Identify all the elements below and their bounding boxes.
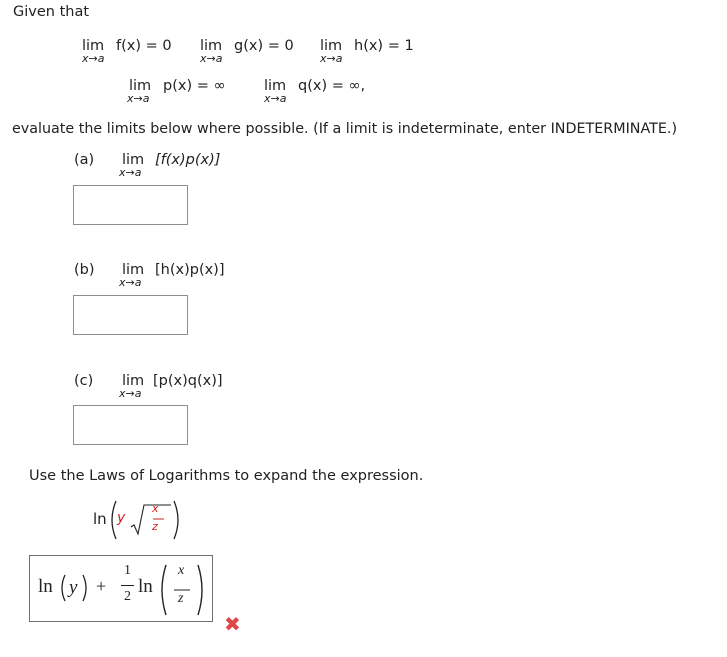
log-answer-field[interactable] <box>29 555 213 622</box>
limit-g-value: g(x) = 0 <box>234 38 294 54</box>
lim-subscript: x→a <box>264 92 287 105</box>
limit-f-value: f(x) = 0 <box>116 38 172 54</box>
limit-q-value: q(x) = ∞, <box>298 78 366 94</box>
given-label: Given that <box>13 4 90 20</box>
response-fraction-denominator: 2 <box>124 589 131 604</box>
lim-word: lim <box>122 152 145 168</box>
response-fraction-bar <box>121 585 134 586</box>
lim-word: lim <box>264 78 287 94</box>
response-y: y <box>69 577 78 598</box>
x-mark-icon: ✖ <box>224 612 241 636</box>
lim-subscript: x→a <box>200 52 223 65</box>
expression-y: y <box>117 510 126 526</box>
response-z: z <box>178 591 184 606</box>
lim-word: lim <box>122 373 145 389</box>
lim-subscript: x→a <box>320 52 343 65</box>
response-ln-1: ln <box>38 576 53 597</box>
limit-h-value: h(x) = 1 <box>354 38 414 54</box>
lim-subscript: x→a <box>119 387 142 400</box>
lim-subscript: x→a <box>119 166 142 179</box>
response-fraction-numerator: 1 <box>124 563 131 578</box>
lim-subscript: x→a <box>82 52 105 65</box>
part-b-expression: [h(x)p(x)] <box>155 262 225 278</box>
lim-word: lim <box>129 78 152 94</box>
response-ln-2: ln <box>138 576 153 597</box>
part-b-answer-input[interactable] <box>73 295 188 335</box>
lim-word: lim <box>200 38 223 54</box>
part-a-expression: [f(x)p(x)] <box>155 152 221 168</box>
part-a-answer-input[interactable] <box>73 185 188 225</box>
expression-x: x <box>152 502 159 515</box>
lim-word: lim <box>320 38 343 54</box>
log-prompt: Use the Laws of Logarithms to expand the expression. <box>29 468 424 484</box>
expression-z: z <box>152 520 158 533</box>
part-c-label: (c) <box>74 373 94 389</box>
part-a-label: (a) <box>74 152 95 168</box>
part-c-answer-input[interactable] <box>73 405 188 445</box>
lim-word: lim <box>82 38 105 54</box>
part-c-expression: [p(x)q(x)] <box>153 373 223 389</box>
instructions-text: evaluate the limits below where possible. (If a limit is indeterminate, enter INDETERMINATE.) <box>12 121 678 137</box>
response-x: x <box>178 563 185 578</box>
expression-ln: ln <box>93 510 107 528</box>
part-b-label: (b) <box>74 262 95 278</box>
lim-subscript: x→a <box>119 276 142 289</box>
limit-p-value: p(x) = ∞ <box>163 78 226 94</box>
lim-subscript: x→a <box>127 92 150 105</box>
response-plus: + <box>96 576 107 596</box>
log-expression <box>88 495 183 543</box>
lim-word: lim <box>122 262 145 278</box>
